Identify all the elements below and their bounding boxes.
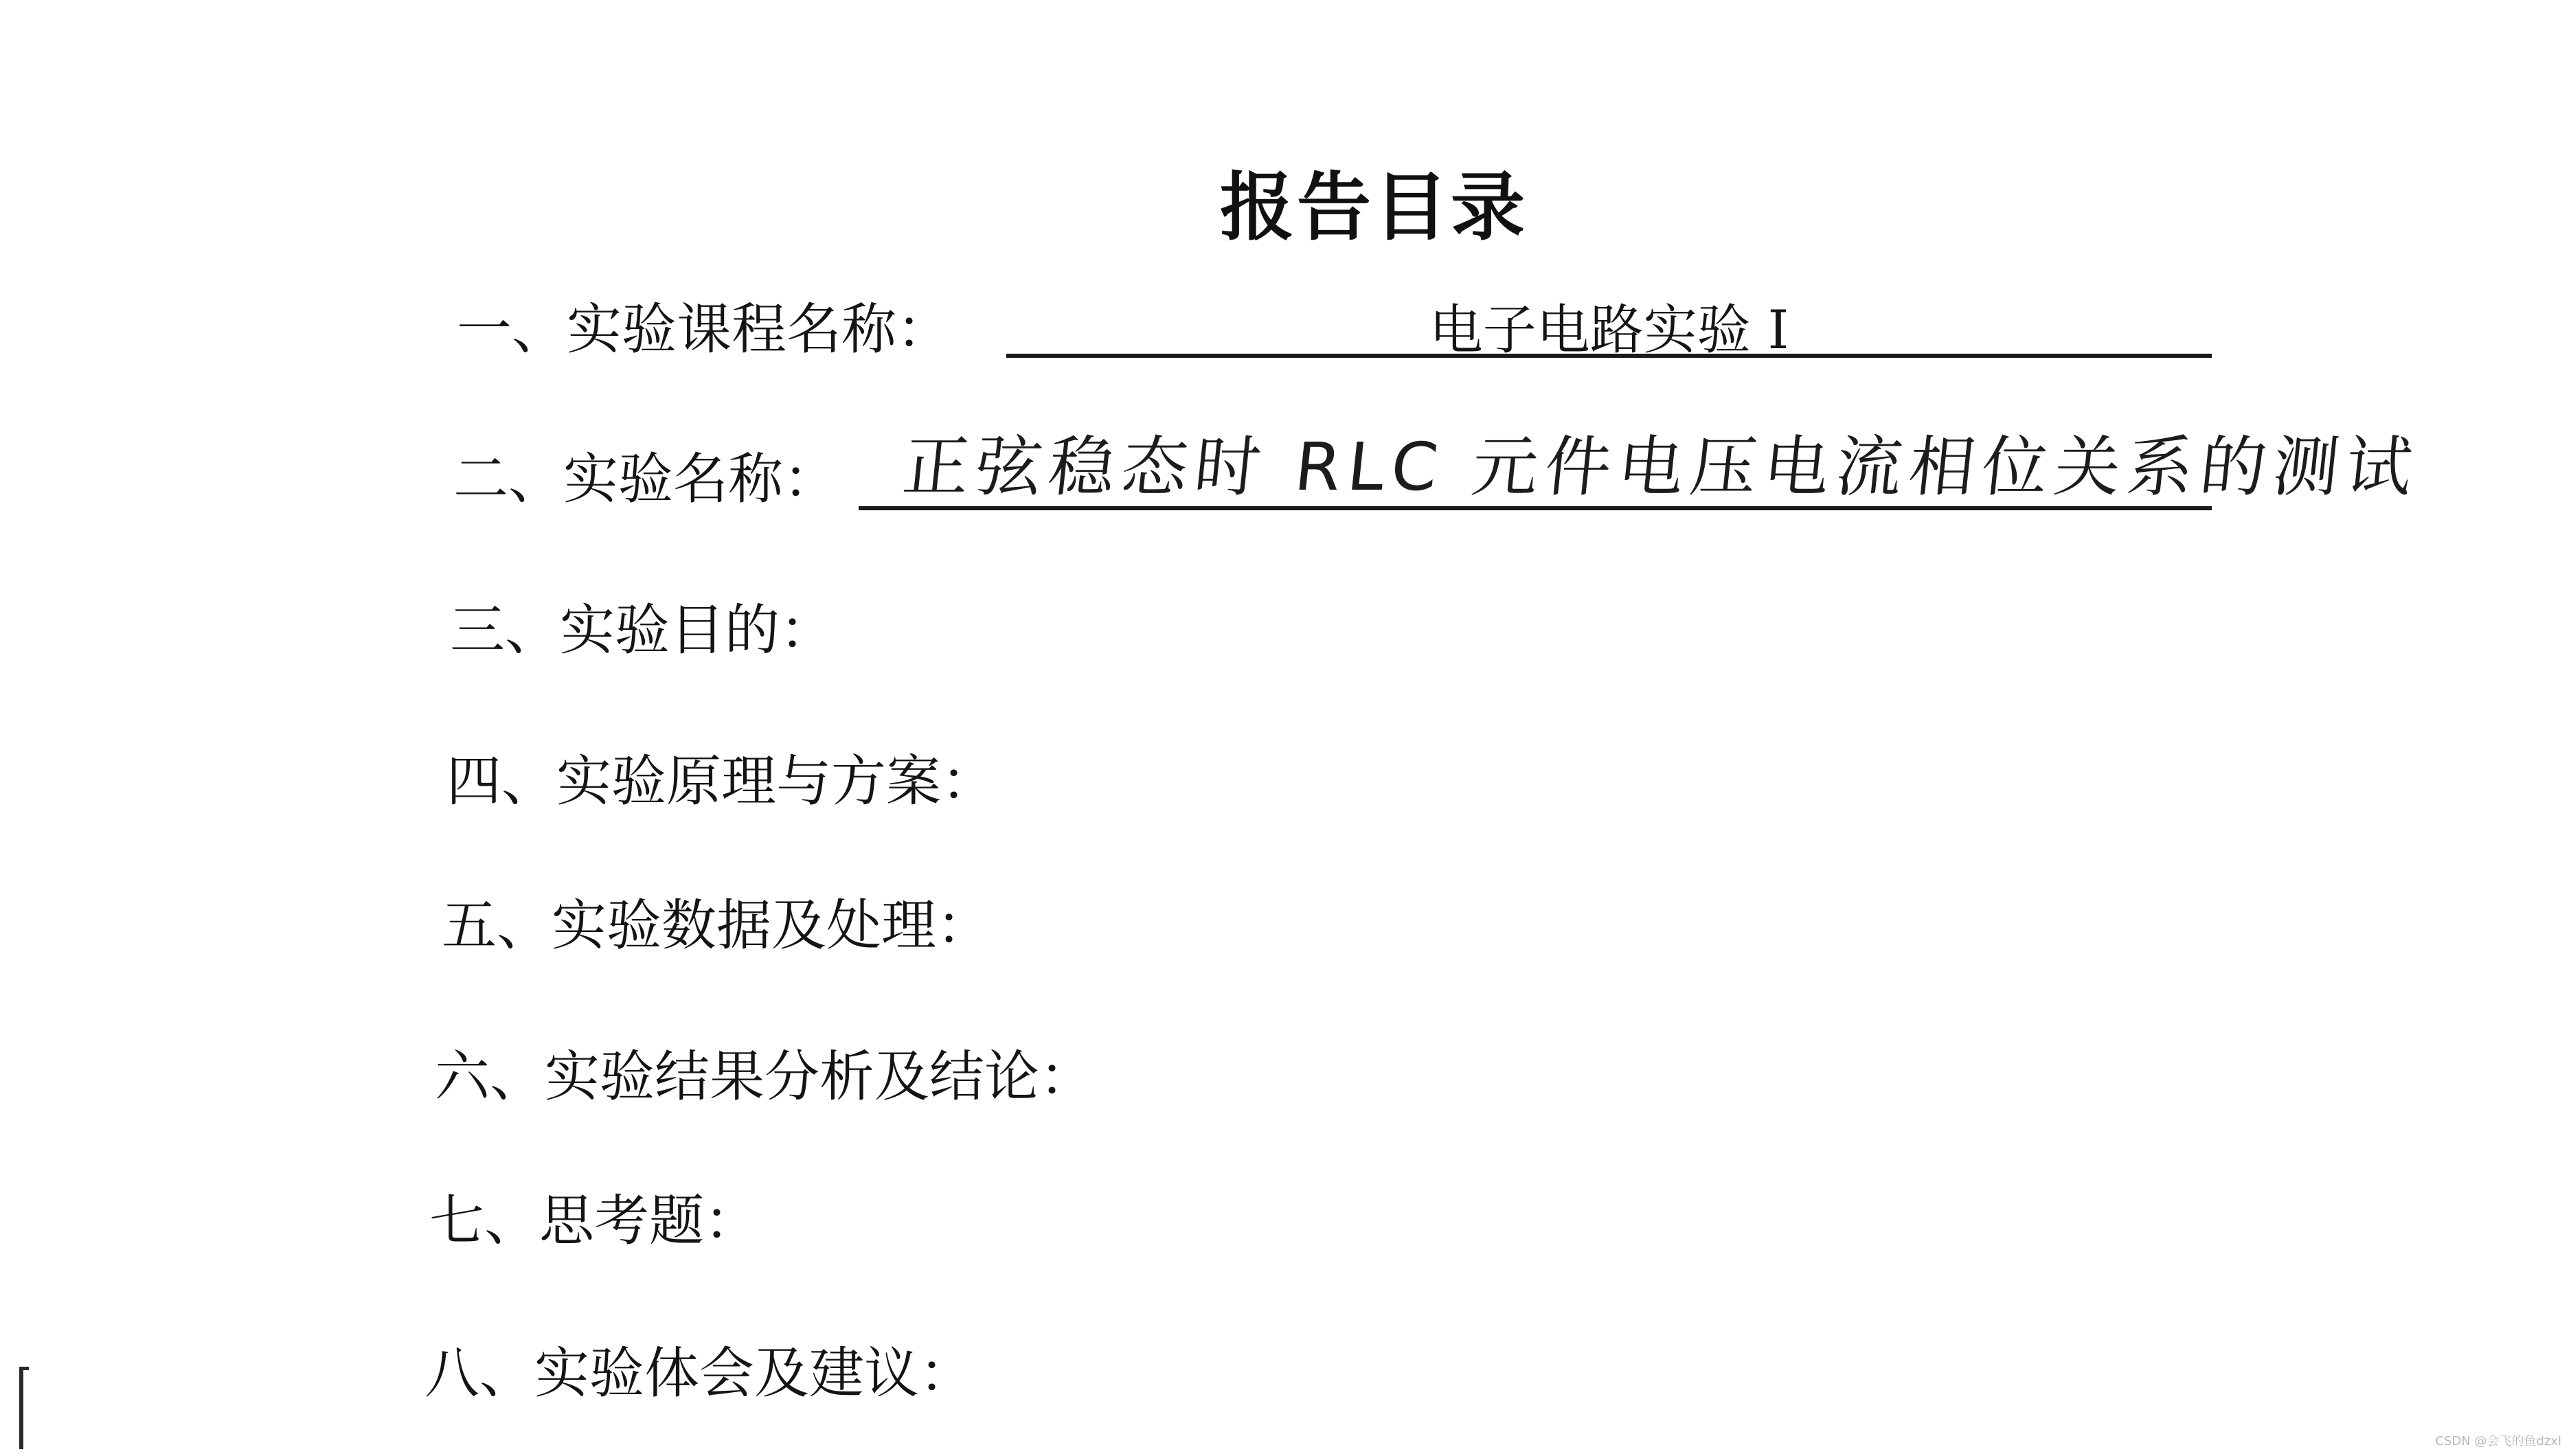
experiment-name-underline <box>859 506 2212 510</box>
item-experiment-purpose <box>450 598 835 662</box>
item-experiment-name <box>453 447 838 511</box>
item-label: 二、实验名称： <box>453 447 838 511</box>
item-label: 三、实验目的： <box>450 598 835 662</box>
item-reflections <box>424 1341 974 1405</box>
watermark: CSDN @会飞的鱼dzxl <box>2435 1434 2561 1448</box>
item-questions <box>429 1189 759 1253</box>
item-data-processing <box>442 894 991 957</box>
item-label: 六、实验结果分析及结论： <box>435 1045 1094 1108</box>
item-principle-and-plan <box>446 749 996 813</box>
page-title: 报告目录 <box>1219 164 1528 251</box>
experiment-name-handwritten-value: 正弦稳态时 RLC 元件电压电流相位关系的测试 <box>899 429 2423 505</box>
item-result-analysis <box>435 1045 1094 1108</box>
item-course-name <box>457 297 951 361</box>
binding-edge-mark <box>19 1367 29 1449</box>
item-label: 五、实验数据及处理： <box>442 894 991 957</box>
course-name-value: 电子电路实验 I <box>1429 299 1789 361</box>
item-label: 七、思考题： <box>429 1189 759 1253</box>
item-label: 四、实验原理与方案： <box>446 749 996 813</box>
item-label: 八、实验体会及建议： <box>424 1341 974 1405</box>
item-label: 一、实验课程名称： <box>457 297 951 361</box>
